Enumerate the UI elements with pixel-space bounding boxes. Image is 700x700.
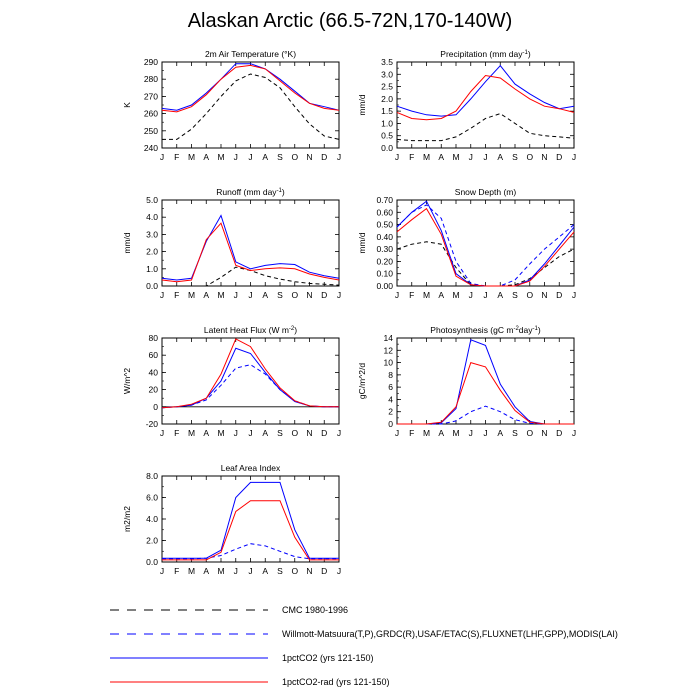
legend-label: 1pctCO2-rad (yrs 121-150) (282, 677, 390, 687)
y-tick-label: 2.0 (146, 246, 158, 257)
y-tick-label: 6.0 (146, 492, 158, 503)
x-tick-label: M (217, 428, 225, 438)
y-axis-label: mm/d (122, 232, 132, 254)
x-tick-label: N (541, 290, 548, 300)
x-tick-label: J (571, 152, 577, 162)
x-tick-label: F (174, 152, 180, 162)
x-tick-label: O (526, 290, 534, 300)
y-tick-label: 80 (148, 333, 158, 343)
y-tick-label: 0.0 (146, 557, 158, 567)
x-tick-label: J (483, 152, 488, 162)
x-tick-label: A (262, 152, 269, 162)
x-tick-label: A (438, 152, 445, 162)
panel-title: Runoff (mm day$^{-1}$) (216, 187, 285, 197)
x-tick-label: S (512, 290, 518, 300)
x-tick-label: D (321, 290, 328, 300)
y-tick-label: 0.5 (381, 130, 393, 141)
legend-label: Willmott-Matsuura(T,P),GRDC(R),USAF/ETAC(S),FLUXNET(LHF,GPP),MODIS(LAI) (282, 629, 618, 639)
x-tick-label: D (321, 428, 328, 438)
x-tick-label: J (394, 152, 400, 162)
plot-frame (162, 338, 339, 424)
y-axis-label: mm/d (357, 94, 367, 116)
y-tick-label: 4.0 (146, 514, 158, 524)
x-tick-label: N (306, 428, 313, 438)
x-tick-label: O (291, 290, 299, 300)
x-tick-label: S (277, 290, 283, 300)
y-tick-label: 6 (388, 382, 393, 393)
x-tick-label: A (497, 290, 504, 300)
x-tick-label: M (187, 290, 196, 300)
x-tick-label: D (556, 290, 563, 300)
x-tick-label: O (526, 428, 534, 438)
x-tick-label: N (306, 290, 313, 300)
y-tick-label: 0.30 (376, 244, 393, 255)
y-tick-label: 0.10 (376, 268, 393, 279)
x-tick-label: A (203, 290, 210, 300)
x-tick-label: M (452, 428, 460, 438)
x-tick-label: J (233, 290, 238, 300)
series-line (162, 64, 339, 110)
x-tick-label: F (409, 152, 415, 162)
x-tick-label: A (203, 428, 210, 438)
x-tick-label: N (541, 428, 548, 438)
x-tick-label: A (262, 290, 269, 300)
x-tick-label: J (336, 152, 342, 162)
panel-title: Photosynthesis (gC $m^{-2}day^{-1}$) (430, 325, 541, 335)
y-tick-label: 4 (388, 394, 393, 405)
panel-7 (122, 463, 341, 576)
x-tick-label: S (277, 428, 283, 438)
y-tick-label: 14 (383, 333, 393, 343)
y-tick-label: 270 (143, 91, 158, 102)
x-tick-label: N (306, 566, 313, 576)
y-tick-label: -20 (145, 419, 158, 429)
x-tick-label: J (468, 428, 473, 438)
x-tick-label: S (277, 152, 283, 162)
x-tick-label: A (203, 152, 210, 162)
x-tick-label: J (336, 290, 342, 300)
series-line (397, 242, 574, 286)
y-tick-label: 250 (143, 125, 158, 136)
y-axis-label: K (122, 102, 132, 108)
panel-title: Leaf Area Index (220, 463, 281, 473)
plot-frame (162, 476, 339, 562)
x-tick-label: J (248, 428, 253, 438)
x-tick-label: A (497, 152, 504, 162)
x-tick-label: O (526, 152, 534, 162)
y-tick-label: 20 (148, 384, 158, 395)
y-tick-label: 12 (383, 345, 393, 356)
x-tick-label: A (262, 428, 269, 438)
series-line (397, 205, 574, 286)
x-tick-label: A (438, 290, 445, 300)
y-tick-label: 10 (383, 357, 393, 368)
x-tick-label: J (483, 428, 488, 438)
x-tick-label: M (422, 290, 431, 300)
y-tick-label: 40 (148, 367, 158, 378)
series-line (162, 544, 339, 559)
x-tick-label: J (248, 152, 253, 162)
x-tick-label: J (468, 152, 473, 162)
x-tick-label: M (187, 428, 196, 438)
x-tick-label: D (556, 428, 563, 438)
y-tick-label: 1.0 (146, 263, 158, 274)
x-tick-label: J (394, 428, 400, 438)
x-tick-label: J (233, 566, 238, 576)
y-tick-label: 1.0 (381, 118, 393, 129)
y-tick-label: 0.00 (376, 281, 393, 291)
panel-title: Snow Depth (m) (454, 187, 517, 197)
y-tick-label: 0.60 (376, 207, 393, 218)
x-tick-label: F (409, 428, 415, 438)
x-tick-label: A (262, 566, 269, 576)
series-line (162, 501, 339, 560)
y-tick-label: 4.0 (146, 212, 158, 223)
y-tick-label: 2.5 (381, 81, 393, 92)
series-line (397, 209, 574, 286)
y-tick-label: 0.0 (146, 281, 158, 291)
x-tick-label: N (541, 152, 548, 162)
y-tick-label: 0.50 (376, 219, 393, 230)
x-tick-label: J (483, 290, 488, 300)
x-tick-label: J (571, 290, 577, 300)
y-tick-label: 0 (153, 401, 158, 412)
x-tick-label: J (571, 428, 577, 438)
series-line (162, 74, 339, 139)
y-axis-label: mm/d (357, 232, 367, 254)
panel-3 (122, 187, 341, 300)
panel-5 (122, 325, 341, 438)
x-tick-label: J (159, 428, 165, 438)
x-tick-label: D (321, 152, 328, 162)
x-tick-label: F (409, 290, 415, 300)
y-tick-label: 3.5 (381, 57, 393, 67)
series-line (397, 114, 574, 141)
plot-frame (397, 338, 574, 424)
y-tick-label: 260 (143, 108, 158, 119)
x-tick-label: M (422, 152, 431, 162)
x-tick-label: J (233, 152, 238, 162)
x-tick-label: M (217, 152, 225, 162)
figure-title: Alaskan Arctic (66.5-72N,170-140W) (187, 10, 513, 32)
x-tick-label: M (187, 566, 196, 576)
x-tick-label: D (556, 152, 563, 162)
panel-4 (357, 187, 576, 300)
x-tick-label: M (452, 290, 460, 300)
x-tick-label: J (336, 428, 342, 438)
y-tick-label: 0.0 (381, 143, 393, 153)
x-tick-label: F (174, 566, 180, 576)
y-tick-label: 1.5 (381, 106, 393, 117)
series-line (162, 482, 339, 558)
plot-frame (397, 200, 574, 286)
x-tick-label: M (217, 566, 225, 576)
y-tick-label: 5.0 (146, 195, 158, 205)
y-tick-label: 290 (143, 57, 158, 67)
series-line (397, 201, 574, 286)
series-line (162, 339, 339, 408)
y-axis-label: gC/m^2/d (357, 362, 367, 400)
x-tick-label: J (159, 152, 165, 162)
x-tick-label: M (422, 428, 431, 438)
y-axis-label: m2/m2 (122, 506, 132, 532)
plot-frame (162, 62, 339, 148)
x-tick-label: M (217, 290, 225, 300)
x-tick-label: S (512, 152, 518, 162)
x-tick-label: J (336, 566, 342, 576)
y-axis-label: W/m^2 (122, 367, 132, 395)
x-tick-label: F (174, 290, 180, 300)
y-tick-label: 0.40 (376, 231, 393, 242)
x-tick-label: J (233, 428, 238, 438)
y-tick-label: 8.0 (146, 471, 158, 481)
y-tick-label: 3.0 (146, 229, 158, 240)
y-tick-label: 2 (388, 406, 393, 417)
y-tick-label: 240 (143, 143, 158, 153)
y-tick-label: 0.70 (376, 195, 393, 205)
plot-frame (397, 62, 574, 148)
x-tick-label: O (291, 428, 299, 438)
legend-label: 1pctCO2 (yrs 121-150) (282, 653, 374, 663)
panel-title: Precipitation (mm day$^{-1}$) (440, 49, 531, 59)
x-tick-label: J (248, 290, 253, 300)
y-tick-label: 280 (143, 74, 158, 85)
series-line (162, 65, 339, 112)
x-tick-label: M (187, 152, 196, 162)
x-tick-label: F (174, 428, 180, 438)
series-line (162, 348, 339, 407)
panel-2 (357, 49, 576, 162)
x-tick-label: S (512, 428, 518, 438)
x-tick-label: J (159, 290, 165, 300)
x-tick-label: O (291, 152, 299, 162)
x-tick-label: J (159, 566, 165, 576)
legend (110, 605, 618, 687)
panel-6 (357, 325, 576, 438)
y-tick-label: 2.0 (381, 93, 393, 104)
x-tick-label: O (291, 566, 299, 576)
y-tick-label: 60 (148, 350, 158, 361)
panel-title: 2m Air Temperature (°K) (204, 49, 297, 59)
x-tick-label: A (203, 566, 210, 576)
series-line (397, 363, 574, 424)
panel-title: Latent Heat Flux (W $m^{-2}$) (203, 325, 298, 335)
x-tick-label: N (306, 152, 313, 162)
y-tick-label: 0.20 (376, 256, 393, 267)
x-tick-label: D (321, 566, 328, 576)
y-tick-label: 0 (388, 419, 393, 429)
x-tick-label: J (468, 290, 473, 300)
panel-1 (122, 49, 341, 162)
x-tick-label: J (248, 566, 253, 576)
x-tick-label: A (438, 428, 445, 438)
x-tick-label: J (394, 290, 400, 300)
y-tick-label: 2.0 (146, 535, 158, 546)
y-tick-label: 3.0 (381, 69, 393, 80)
series-line (397, 66, 574, 116)
series-line (397, 340, 574, 424)
series-line (162, 365, 339, 408)
y-tick-label: 8 (388, 369, 393, 380)
x-tick-label: S (277, 566, 283, 576)
legend-label: CMC 1980-1996 (282, 605, 349, 615)
x-tick-label: M (452, 152, 460, 162)
x-tick-label: A (497, 428, 504, 438)
